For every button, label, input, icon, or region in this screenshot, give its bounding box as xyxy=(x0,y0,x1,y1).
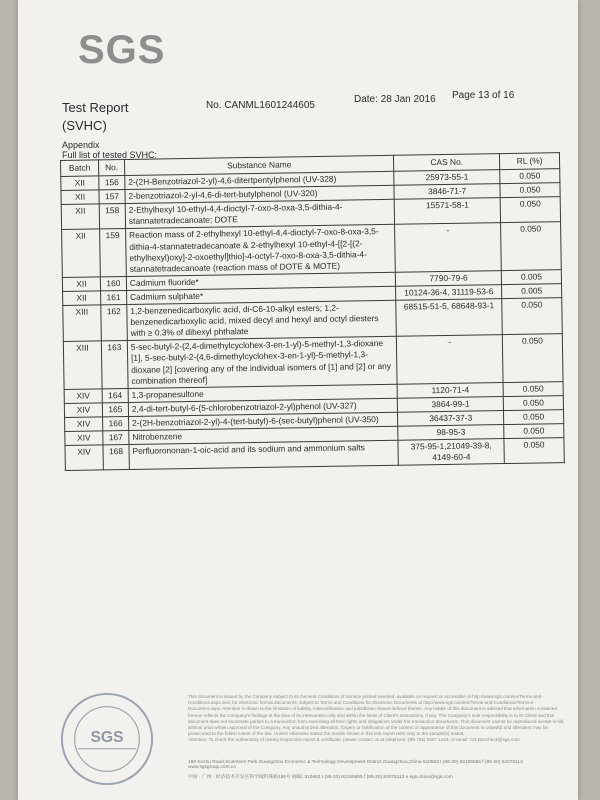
cell-batch: XIII xyxy=(63,305,102,342)
cell-name: 1,2-benzenedicarboxylic acid, di-C6-10-alkyl esters; 1,2-benzenedicarboxylic acid, mixed decyl and hexyl and octyl diesters with ≥ 0.3% of dihexyl phthalate xyxy=(127,300,397,341)
cell-name: 1,3-propanesultone xyxy=(128,384,398,402)
cell-batch: XII xyxy=(62,229,101,277)
cell-rl: 0.050 xyxy=(502,298,563,335)
cell-no: 164 xyxy=(102,388,128,402)
cell-no: 161 xyxy=(101,290,127,304)
cell-name: Perfluorononan-1-oic-acid and its sodium and ammonium salts xyxy=(129,440,399,469)
cell-batch: XIV xyxy=(65,431,103,446)
cell-name: 2-benzotriazol-2-yl-4,6-di-tert-butylphenol (UV-320) xyxy=(125,185,395,203)
cell-cas: 375-95-1,21049-39-8, 4149-60-4 xyxy=(398,439,504,466)
cell-rl: 0.050 xyxy=(500,169,560,184)
cell-batch: XII xyxy=(61,190,99,205)
cell-name: 5-sec-butyl-2-(2,4-dimethylcyclohex-3-en-1-yl)-5-methyl-1,3-dioxane [1], 5-sec-butyl-2-(4,6-dimethylcyclohex-3-en-1-yl)-5-methyl-1,3-dioxane [2] [covering any of the individual isomers of [1] and [2] or any combination thereof] xyxy=(127,337,397,389)
cell-no: 167 xyxy=(103,430,129,444)
footer-disclaimer-text: This document is issued by the Company subject to its General Conditions of Service printed overleaf, available on request or accessible at http://www.sgs.com/en/Terms-and-Conditions.aspx and, for electronic format documents, subject to Terms and Conditions for Electronic Documents at http://www.sgs.com/en/Terms-and-Conditions/Terms-e-Document.aspx. Attention is drawn to the limitation of liability, indemnification and jurisdiction issues defined therein. Any holder of this document is advised that information contained hereon reflects the Company's findings at the time of its intervention only and within the limits of Client's instructions, if any. The Company's sole responsibility is to its Client and this document does not exonerate parties to a transaction from exercising all their rights and obligations under the transaction documents. This document cannot be reproduced except in full, without prior written approval of the Company. Any unauthorized alteration, forgery or falsification of the content or appearance of this document is unlawful and offenders may be prosecuted to the fullest extent of the law. Unless otherwise stated the results shown in this test report refer only to the sample(s) tested. xyxy=(188,694,565,737)
cell-cas: 10124-36-4, 31119-53-6 xyxy=(396,285,502,301)
cell-batch: XIV xyxy=(64,389,102,404)
footer-disclaimer xyxy=(188,694,568,744)
cell-batch: XII xyxy=(61,176,99,191)
header-rl: RL (%) xyxy=(500,153,560,170)
cell-name: 2-Ethylhexyl 10-ethyl-4,4-dioctyl-7-oxo-8-oxa-3,5-dithia-4-stannatetradecanoate; DOTE xyxy=(125,200,395,229)
cell-no: 162 xyxy=(101,305,128,342)
footer-address-cn: 中国 · 广州 · 经济技术开发区科学城科珠路198号 邮编: 510663 t (86-20) 82155555 f (86-20) 82075113 e sgs.china@sgs.com xyxy=(188,775,453,780)
cell-rl: 0.050 xyxy=(504,438,564,464)
cell-no: 165 xyxy=(102,402,128,416)
cell-batch: XIV xyxy=(65,445,103,471)
cell-name: Cadmium sulphate* xyxy=(126,286,396,304)
cell-name: 2,4-di-tert-butyl-6-(5-chlorobenzotriazol-2-yl)phenol (UV-327) xyxy=(128,398,398,416)
header-no: No. xyxy=(98,159,124,175)
cell-rl: 0.050 xyxy=(500,183,560,198)
cell-no: 160 xyxy=(100,276,126,290)
cell-rl: 0.050 xyxy=(501,222,562,270)
cell-no: 158 xyxy=(99,204,125,230)
cell-no: 163 xyxy=(101,341,128,389)
table-row xyxy=(63,334,563,389)
cell-cas: 7790-79-6 xyxy=(396,270,502,286)
cell-rl: 0.050 xyxy=(502,334,563,382)
cell-no: 166 xyxy=(102,416,128,430)
list-title: Full list of tested SVHC: xyxy=(62,150,158,160)
cell-rl: 0.050 xyxy=(500,197,560,223)
cell-batch: XII xyxy=(63,291,101,306)
cell-rl: 0.005 xyxy=(502,284,562,299)
cell-batch: XIII xyxy=(63,341,102,389)
sgs-logo: SGS xyxy=(78,28,166,72)
svhc-table xyxy=(60,152,565,471)
report-date: Date: 28 Jan 2016 xyxy=(354,94,436,105)
cell-cas: 15571-58-1 xyxy=(394,198,500,225)
cell-name: Nitrobenzene xyxy=(129,426,399,444)
sgs-seal-stamp xyxy=(58,690,156,788)
cell-rl: 0.050 xyxy=(503,381,563,396)
cell-no: 168 xyxy=(103,445,129,471)
page-number: Page 13 of 16 xyxy=(452,90,515,101)
appendix-label: Appendix xyxy=(62,140,100,150)
cell-rl: 0.050 xyxy=(503,395,563,410)
cell-name: Cadmium fluoride* xyxy=(126,272,396,290)
header-cas-no: CAS No. xyxy=(394,154,500,172)
svg-text:SGS: SGS xyxy=(90,728,124,746)
cell-cas: 68515-51-5, 68648-93-1 xyxy=(396,299,502,337)
cell-cas: 1120-71-4 xyxy=(397,382,503,398)
cell-name: Reaction mass of 2-ethylhexyl 10-ethyl-4,4-dioctyl-7-oxo-8-oxa-3,5-dithia-4-stannatetradecanoate & 2-ethylhexyl 10-ethyl-4-[[2-[(2-ethylhexyl)oxy]-2-oxoethyl]thio]-4-octyl-7-oxo-8-oxa-3,5-dithia-4-stannatetradecanoate (reaction mass of DOTE & MOTE) xyxy=(126,225,396,277)
cell-cas: - xyxy=(397,335,503,384)
cell-rl: 0.050 xyxy=(504,409,564,424)
report-title: Test Report xyxy=(62,100,129,115)
cell-cas: - xyxy=(395,223,501,272)
cell-batch: XII xyxy=(62,277,100,292)
cell-batch: XII xyxy=(61,204,99,230)
header-batch: Batch xyxy=(61,160,99,177)
cell-name: 2-(2H-benzotriazol-2-yl)-4-(tert-butyl)-6-(sec-butyl)phenol (UV-350) xyxy=(128,412,398,430)
footer-contacts xyxy=(188,760,568,783)
cell-name: 2-(2H-Benzotriazol-2-yl)-4,6-ditertpentylphenol (UV-328) xyxy=(125,171,395,189)
cell-cas: 3864-99-1 xyxy=(398,396,504,412)
cell-batch: XIV xyxy=(64,403,102,418)
report-page xyxy=(18,0,578,800)
header-substance-name: Substance Name xyxy=(124,155,394,175)
cell-no: 157 xyxy=(99,190,125,204)
cell-rl: 0.005 xyxy=(501,269,561,284)
table-body xyxy=(61,169,565,471)
footer-attention-text: Attention: To check the authenticity of testing /inspection report & certificate, please contact us at telephone: (86-755) 8307 1443, or email: CN.Doccheck@sgs.com xyxy=(188,737,520,743)
cell-cas: 25973-55-1 xyxy=(394,170,500,186)
cell-cas: 98-95-3 xyxy=(398,425,504,441)
cell-cas: 3846-71-7 xyxy=(394,184,500,200)
report-subtitle: (SVHC) xyxy=(62,118,107,133)
cell-rl: 0.050 xyxy=(504,424,564,439)
cell-no: 156 xyxy=(99,176,125,190)
cell-cas: 36437-37-3 xyxy=(398,410,504,426)
report-number: No. CANML1601244605 xyxy=(206,100,315,111)
footer-address-en: 198 Kezhu Road,Scientech Park Guangzhou Economic & Technology Development District,Guangzhou,China 510663 t (86-20) 82155555 f (86-20) 82075113 www.sgsgroup.com.cn xyxy=(188,760,523,770)
table-row xyxy=(62,222,562,277)
cell-batch: XIV xyxy=(65,417,103,432)
cell-no: 159 xyxy=(100,229,127,277)
